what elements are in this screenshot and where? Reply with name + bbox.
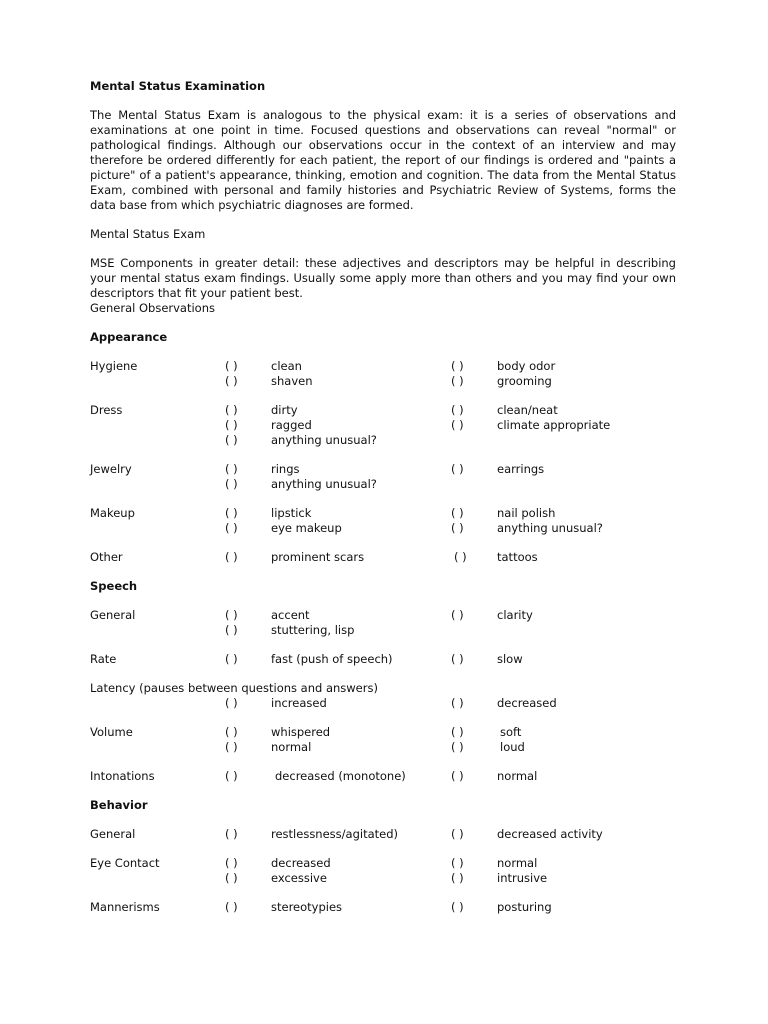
option-label: soft bbox=[500, 725, 522, 739]
checkbox[interactable]: ( ) bbox=[225, 900, 238, 914]
option-label: restlessness/agitated) bbox=[271, 827, 398, 841]
option-label: grooming bbox=[497, 374, 552, 388]
row-label: Eye Contact bbox=[90, 856, 160, 870]
general-observations-heading: General Observations bbox=[90, 301, 215, 315]
option-label: rings bbox=[271, 462, 300, 476]
option-label: intrusive bbox=[497, 871, 548, 885]
dress-row bbox=[90, 403, 676, 418]
checkbox[interactable]: ( ) bbox=[225, 696, 238, 710]
option-label: clarity bbox=[497, 608, 533, 622]
checkbox[interactable]: ( ) bbox=[451, 827, 464, 841]
row-label: Rate bbox=[90, 652, 117, 666]
other-row bbox=[90, 550, 676, 565]
checkbox[interactable]: ( ) bbox=[451, 769, 464, 783]
checkbox[interactable]: ( ) bbox=[225, 462, 238, 476]
document-title: Mental Status Examination bbox=[90, 79, 266, 93]
section-title: Mental Status Exam bbox=[90, 227, 206, 241]
checkbox[interactable]: ( ) bbox=[225, 418, 238, 432]
checkbox[interactable]: ( ) bbox=[225, 521, 238, 535]
option-label: prominent scars bbox=[271, 550, 365, 564]
option-label: stuttering, lisp bbox=[271, 623, 355, 637]
checkbox[interactable]: ( ) bbox=[225, 374, 238, 388]
option-label: anything unusual? bbox=[497, 521, 603, 535]
checkbox[interactable]: ( ) bbox=[225, 740, 238, 754]
latency-row bbox=[90, 696, 676, 711]
checkbox[interactable]: ( ) bbox=[225, 433, 238, 447]
option-label: clean bbox=[271, 359, 302, 373]
jewelry-row-2 bbox=[90, 477, 676, 492]
option-label: normal bbox=[497, 856, 538, 870]
option-label: nail polish bbox=[497, 506, 556, 520]
checkbox[interactable]: ( ) bbox=[225, 769, 238, 783]
volume-row bbox=[90, 725, 676, 740]
checkbox[interactable]: ( ) bbox=[225, 856, 238, 870]
row-label: Other bbox=[90, 550, 123, 564]
checkbox[interactable]: ( ) bbox=[451, 521, 464, 535]
eye-contact-row-2 bbox=[90, 871, 676, 886]
checkbox[interactable]: ( ) bbox=[225, 403, 238, 417]
makeup-row bbox=[90, 506, 676, 521]
checkbox[interactable]: ( ) bbox=[451, 856, 464, 870]
behavior-heading: Behavior bbox=[90, 798, 148, 812]
checkbox[interactable]: ( ) bbox=[225, 608, 238, 622]
option-label: dirty bbox=[271, 403, 298, 417]
checkbox[interactable]: ( ) bbox=[451, 725, 464, 739]
intro-paragraph: The Mental Status Exam is analogous to the physical exam: it is a series of observations and examinations at one point in time. Focused questions and observations can reveal "normal" or pathological findings. Although our observations occur in the context of an interview and may therefore be ordered differently for each patient, the report of our findings is ordered and "paints a picture" of a patient's appearance, thinking, emotion and cognition. The data from the Mental Status Exam, combined with personal and family histories and Psychiatric Review of Systems, forms the data base from which psychiatric diagnoses are formed. bbox=[90, 108, 676, 212]
checkbox[interactable]: ( ) bbox=[225, 550, 238, 564]
appearance-heading: Appearance bbox=[90, 330, 168, 344]
checkbox[interactable]: ( ) bbox=[451, 418, 464, 432]
checkbox[interactable]: ( ) bbox=[451, 462, 464, 476]
hygiene-row-2 bbox=[90, 374, 676, 389]
row-label: General bbox=[90, 827, 136, 841]
checkbox[interactable]: ( ) bbox=[451, 506, 464, 520]
checkbox[interactable]: ( ) bbox=[225, 477, 238, 491]
checkbox[interactable]: ( ) bbox=[454, 550, 467, 564]
option-label: excessive bbox=[271, 871, 327, 885]
row-label: Latency (pauses between questions and answers) bbox=[90, 681, 378, 695]
row-label: Volume bbox=[90, 725, 133, 739]
intonations-row bbox=[90, 769, 676, 784]
option-label: increased bbox=[271, 696, 327, 710]
row-label: Dress bbox=[90, 403, 123, 417]
checkbox[interactable]: ( ) bbox=[225, 827, 238, 841]
row-label: Mannerisms bbox=[90, 900, 160, 914]
row-label: Hygiene bbox=[90, 359, 138, 373]
checkbox[interactable]: ( ) bbox=[225, 506, 238, 520]
option-label: whispered bbox=[271, 725, 331, 739]
option-label: climate appropriate bbox=[497, 418, 611, 432]
makeup-row-2 bbox=[90, 521, 676, 536]
option-label: slow bbox=[497, 652, 523, 666]
option-label: eye makeup bbox=[271, 521, 342, 535]
checkbox[interactable]: ( ) bbox=[225, 871, 238, 885]
option-label: fast (push of speech) bbox=[271, 652, 393, 666]
option-label: shaven bbox=[271, 374, 313, 388]
option-label: loud bbox=[500, 740, 525, 754]
option-label: ragged bbox=[271, 418, 312, 432]
checkbox[interactable]: ( ) bbox=[451, 871, 464, 885]
option-label: decreased (monotone) bbox=[275, 769, 406, 783]
checkbox[interactable]: ( ) bbox=[451, 608, 464, 622]
mannerisms-row bbox=[90, 900, 676, 915]
behavior-general-row bbox=[90, 827, 676, 842]
volume-row-2 bbox=[90, 740, 676, 755]
checkbox[interactable]: ( ) bbox=[451, 652, 464, 666]
option-label: body odor bbox=[497, 359, 556, 373]
row-label: Intonations bbox=[90, 769, 155, 783]
speech-general-row-2 bbox=[90, 623, 676, 638]
option-label: posturing bbox=[497, 900, 552, 914]
option-label: lipstick bbox=[271, 506, 312, 520]
eye-contact-row bbox=[90, 856, 676, 871]
checkbox[interactable]: ( ) bbox=[451, 740, 464, 754]
checkbox[interactable]: ( ) bbox=[451, 900, 464, 914]
row-label: General bbox=[90, 608, 136, 622]
rate-row bbox=[90, 652, 676, 667]
option-label: anything unusual? bbox=[271, 477, 377, 491]
checkbox[interactable]: ( ) bbox=[451, 403, 464, 417]
document-page bbox=[90, 79, 676, 915]
option-label: decreased activity bbox=[497, 827, 603, 841]
latency-label-row bbox=[90, 681, 676, 696]
row-label: Makeup bbox=[90, 506, 135, 520]
speech-heading: Speech bbox=[90, 579, 138, 593]
hygiene-row bbox=[90, 359, 676, 374]
dress-row-2 bbox=[90, 418, 676, 433]
option-label: normal bbox=[497, 769, 538, 783]
option-label: tattoos bbox=[497, 550, 538, 564]
checkbox[interactable]: ( ) bbox=[451, 374, 464, 388]
option-label: accent bbox=[271, 608, 310, 622]
option-label: decreased bbox=[271, 856, 331, 870]
components-paragraph: MSE Components in greater detail: these adjectives and descriptors may be helpful in describing your mental status exam findings. Usually some apply more than others and you may find your own descriptors that fit your patient best. bbox=[90, 256, 676, 300]
option-label: decreased bbox=[497, 696, 557, 710]
checkbox[interactable]: ( ) bbox=[225, 623, 238, 637]
dress-row-3 bbox=[90, 433, 676, 448]
option-label: normal bbox=[271, 740, 312, 754]
checkbox[interactable]: ( ) bbox=[451, 359, 464, 373]
option-label: earrings bbox=[497, 462, 545, 476]
checkbox[interactable]: ( ) bbox=[225, 725, 238, 739]
checkbox[interactable]: ( ) bbox=[225, 359, 238, 373]
row-label: Jewelry bbox=[90, 462, 132, 476]
checkbox[interactable]: ( ) bbox=[225, 652, 238, 666]
option-label: anything unusual? bbox=[271, 433, 377, 447]
option-label: clean/neat bbox=[497, 403, 558, 417]
checkbox[interactable]: ( ) bbox=[451, 696, 464, 710]
speech-general-row bbox=[90, 608, 676, 623]
option-label: stereotypies bbox=[271, 900, 343, 914]
jewelry-row bbox=[90, 462, 676, 477]
